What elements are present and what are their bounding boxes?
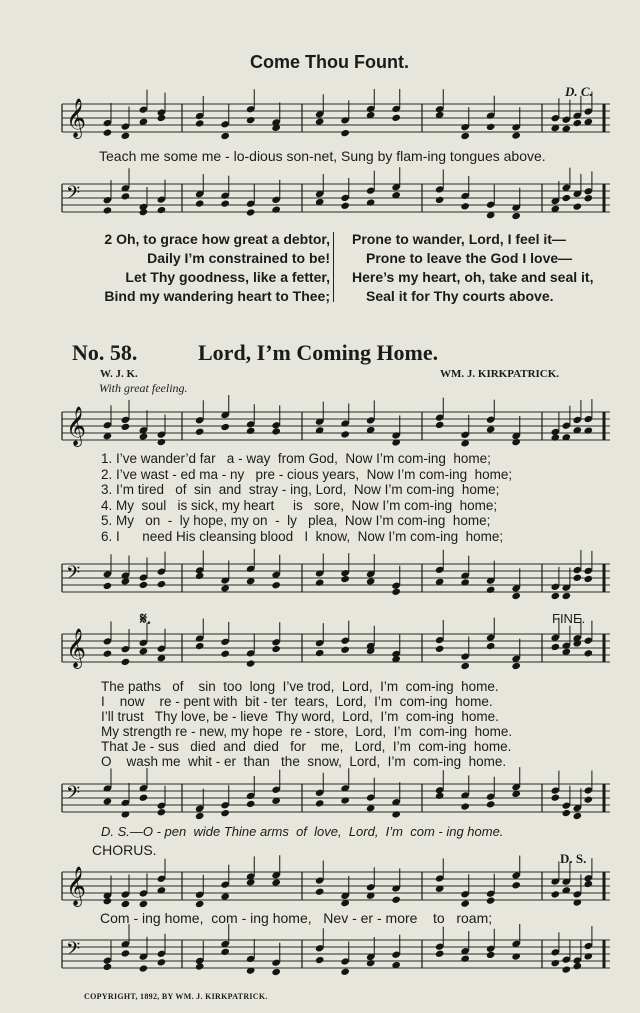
note-head bbox=[340, 968, 350, 976]
note-head bbox=[103, 206, 113, 214]
note-head bbox=[121, 132, 131, 140]
lyric-line: 5. My on - ly hope, my on - ly plea, Now I’m com-ing home; bbox=[101, 513, 491, 528]
note-head bbox=[460, 202, 470, 210]
fragment-title: Come Thou Fount. bbox=[250, 52, 409, 72]
lyric-line: O wash me whit - er than the snow, Lord, I’m com-ing home. bbox=[101, 754, 507, 769]
note-head bbox=[246, 116, 256, 124]
note-head bbox=[220, 423, 230, 431]
note-head bbox=[340, 430, 350, 438]
fine-marking: FINE. bbox=[552, 611, 586, 626]
system1-bass-staff bbox=[62, 560, 610, 600]
note-head bbox=[271, 427, 281, 435]
note-head bbox=[103, 963, 113, 971]
system2-treble-staff bbox=[62, 630, 610, 670]
note-head bbox=[271, 581, 281, 589]
lyric-line: 4. My soul is sick, my heart is sore, Now I’m com-ing home; bbox=[101, 497, 498, 513]
note-head bbox=[340, 202, 350, 210]
chorus-treble-staff bbox=[62, 868, 610, 908]
system1-lyrics bbox=[101, 451, 512, 544]
bass-clef-icon: 𝄢 bbox=[66, 563, 81, 588]
note-head bbox=[220, 199, 230, 207]
note-head bbox=[315, 578, 325, 586]
note-head bbox=[195, 572, 205, 580]
note-head bbox=[573, 812, 583, 820]
note-head bbox=[121, 949, 131, 957]
note-head bbox=[139, 964, 149, 972]
note-head bbox=[460, 132, 470, 140]
note-head bbox=[139, 794, 149, 802]
treble-clef-icon: 𝄞 bbox=[66, 98, 87, 138]
verse-line: Daily I’m constrained to be! bbox=[147, 250, 330, 266]
note-head bbox=[121, 192, 131, 200]
fragment-verse2-left bbox=[60, 230, 330, 306]
note-head bbox=[103, 649, 113, 657]
verse-divider bbox=[333, 232, 334, 302]
note-head bbox=[573, 202, 583, 210]
note-head bbox=[551, 643, 561, 651]
system1-treble-staff bbox=[62, 408, 610, 448]
system2-lyrics bbox=[101, 679, 512, 769]
note-head bbox=[551, 794, 561, 802]
note-head bbox=[271, 968, 281, 976]
chorus-bass-staff bbox=[62, 936, 610, 976]
note-head bbox=[157, 958, 167, 966]
note-head bbox=[195, 962, 205, 970]
note-head bbox=[511, 662, 521, 670]
note-head bbox=[195, 119, 205, 127]
note-head bbox=[562, 809, 572, 817]
note-head bbox=[246, 208, 256, 216]
lyric-line: 1. I’ve wander’d far a - way from God, Now I’m com-ing home; bbox=[101, 451, 491, 466]
note-head bbox=[121, 658, 131, 666]
lyric-line: That Je - sus died and died for me, Lord, I’m com-ing home. bbox=[101, 739, 512, 754]
hymn-composer: WM. J. KIRKPATRICK. bbox=[440, 368, 560, 380]
lyric-line: The paths of sin too long I’ve trod, Lord, I’m com-ing home. bbox=[101, 679, 499, 694]
note-head bbox=[435, 950, 445, 958]
note-head bbox=[584, 880, 594, 888]
note-head bbox=[573, 119, 583, 127]
note-head bbox=[195, 900, 205, 908]
note-head bbox=[584, 952, 594, 960]
note-head bbox=[511, 438, 521, 446]
note-head bbox=[220, 650, 230, 658]
note-head bbox=[157, 808, 167, 816]
note-head bbox=[195, 199, 205, 207]
note-head bbox=[460, 955, 470, 963]
note-head bbox=[435, 645, 445, 653]
note-head bbox=[584, 795, 594, 803]
fragment-dc-mark: D. C. bbox=[565, 84, 593, 99]
note-head bbox=[103, 128, 113, 136]
note-head bbox=[391, 896, 401, 904]
note-head bbox=[220, 892, 230, 900]
copyright-notice: COPYRIGHT, 1892, BY WM. J. KIRKPATRICK. bbox=[84, 992, 268, 1001]
note-head bbox=[511, 592, 521, 600]
note-head bbox=[573, 574, 583, 582]
note-head bbox=[435, 792, 445, 800]
verse-line: Prone to wander, Lord, I feel it— bbox=[352, 231, 566, 247]
chorus-lyric: Com - ing home, com - ing home, Nev - er - more to roam; bbox=[100, 910, 493, 926]
ds-lyric-line: D. S.—O - pen wide Thine arms of love, Lord, I’m com - ing home. bbox=[101, 824, 504, 839]
note-head bbox=[157, 114, 167, 122]
chorus-ds-mark: D. S. bbox=[560, 851, 587, 866]
note-head bbox=[246, 427, 256, 435]
segno-sign: 𝄋. bbox=[140, 611, 151, 628]
verse-line: Seal it for Thy courts above. bbox=[366, 288, 554, 304]
note-head bbox=[315, 956, 325, 964]
note-head bbox=[315, 649, 325, 657]
verse-line: Let Thy goodness, like a fetter, bbox=[125, 269, 330, 285]
lyric-line: 6. I need His cleansing blood I know, Now I’m com-ing home; bbox=[101, 528, 504, 544]
note-head bbox=[220, 132, 230, 140]
chorus-label: CHORUS. bbox=[92, 842, 157, 858]
note-head bbox=[562, 194, 572, 202]
note-head bbox=[103, 897, 113, 905]
note-head bbox=[271, 205, 281, 213]
lyric-line: I’ll trust Thy love, be - lieve Thy word, Lord, I’m com-ing home. bbox=[101, 709, 499, 724]
note-head bbox=[486, 951, 496, 959]
note-head bbox=[195, 812, 205, 820]
tempo-marking: With great feeling. bbox=[99, 381, 188, 395]
fragment-treble-staff bbox=[62, 100, 610, 140]
note-head bbox=[486, 800, 496, 808]
bass-clef-icon: 𝄢 bbox=[66, 783, 81, 808]
note-head bbox=[551, 890, 561, 898]
note-head bbox=[562, 592, 572, 600]
lyric-line: I now re - pent with bit - ter tears, Lord, I’m com-ing home. bbox=[101, 694, 493, 709]
note-head bbox=[157, 206, 167, 214]
lyric-line: My strength re - new, my hope re - store, Lord, I’m com-ing home. bbox=[101, 724, 513, 739]
treble-clef-icon: 𝄞 bbox=[66, 866, 87, 906]
note-head bbox=[551, 592, 561, 600]
note-head bbox=[486, 123, 496, 131]
note-head bbox=[220, 948, 230, 956]
fragment-lyric: Teach me some me - lo-dious son-net, Sung by flam-ing tongues above. bbox=[99, 148, 546, 164]
verse-line: 2 Oh, to grace how great a debtor, bbox=[104, 231, 330, 247]
note-head bbox=[573, 962, 583, 970]
note-head bbox=[486, 586, 496, 594]
note-head bbox=[195, 428, 205, 436]
note-head bbox=[121, 423, 131, 431]
note-head bbox=[511, 131, 521, 139]
note-head bbox=[246, 800, 256, 808]
note-head bbox=[340, 129, 350, 137]
note-head bbox=[315, 799, 325, 807]
fragment-bass-staff bbox=[62, 180, 610, 220]
note-head bbox=[486, 896, 496, 904]
note-head bbox=[486, 642, 496, 650]
note-head bbox=[157, 580, 167, 588]
verse-line: Prone to leave the God I love— bbox=[366, 250, 573, 266]
treble-clef-icon: 𝄞 bbox=[66, 406, 87, 446]
note-head bbox=[551, 959, 561, 967]
note-head bbox=[366, 959, 376, 967]
note-head bbox=[315, 888, 325, 896]
note-head bbox=[584, 575, 594, 583]
lyric-line: 3. I’m tired of sin and stray - ing, Lord, Now I’m com-ing home; bbox=[101, 482, 500, 497]
note-head bbox=[460, 899, 470, 907]
treble-clef-icon: 𝄞 bbox=[66, 628, 87, 668]
note-head bbox=[584, 194, 594, 202]
hymn-number: No. 58. bbox=[72, 340, 138, 365]
note-head bbox=[103, 582, 113, 590]
note-head bbox=[511, 881, 521, 889]
hymn-author: W. J. K. bbox=[100, 368, 138, 380]
note-head bbox=[435, 196, 445, 204]
note-head bbox=[139, 208, 149, 216]
hymn-title: Lord, I’m Coming Home. bbox=[198, 340, 439, 365]
verse-line: Bind my wandering heart to Thee; bbox=[104, 288, 330, 304]
note-head bbox=[511, 212, 521, 220]
note-head bbox=[460, 662, 470, 670]
note-head bbox=[460, 802, 470, 810]
bass-clef-icon: 𝄢 bbox=[66, 939, 81, 964]
note-head bbox=[121, 900, 131, 908]
system2-bass-staff bbox=[62, 780, 610, 820]
note-head bbox=[340, 575, 350, 583]
note-head bbox=[584, 649, 594, 657]
fragment-verse2-right bbox=[352, 230, 593, 306]
note-head bbox=[220, 809, 230, 817]
note-head bbox=[139, 581, 149, 589]
note-head bbox=[195, 642, 205, 650]
note-head bbox=[340, 646, 350, 654]
note-head bbox=[139, 900, 149, 908]
lyric-line: 2. I’ve wast - ed ma - ny pre - cious years, Now I’m com-ing home; bbox=[101, 466, 513, 482]
note-head bbox=[391, 588, 401, 596]
note-head bbox=[157, 438, 167, 446]
note-head bbox=[562, 965, 572, 973]
note-head bbox=[246, 659, 256, 667]
bass-clef-icon: 𝄢 bbox=[66, 183, 81, 208]
note-head bbox=[271, 645, 281, 653]
verse-line: Here’s my heart, oh, take and seal it, bbox=[352, 269, 594, 285]
note-head bbox=[435, 421, 445, 429]
note-head bbox=[391, 114, 401, 122]
